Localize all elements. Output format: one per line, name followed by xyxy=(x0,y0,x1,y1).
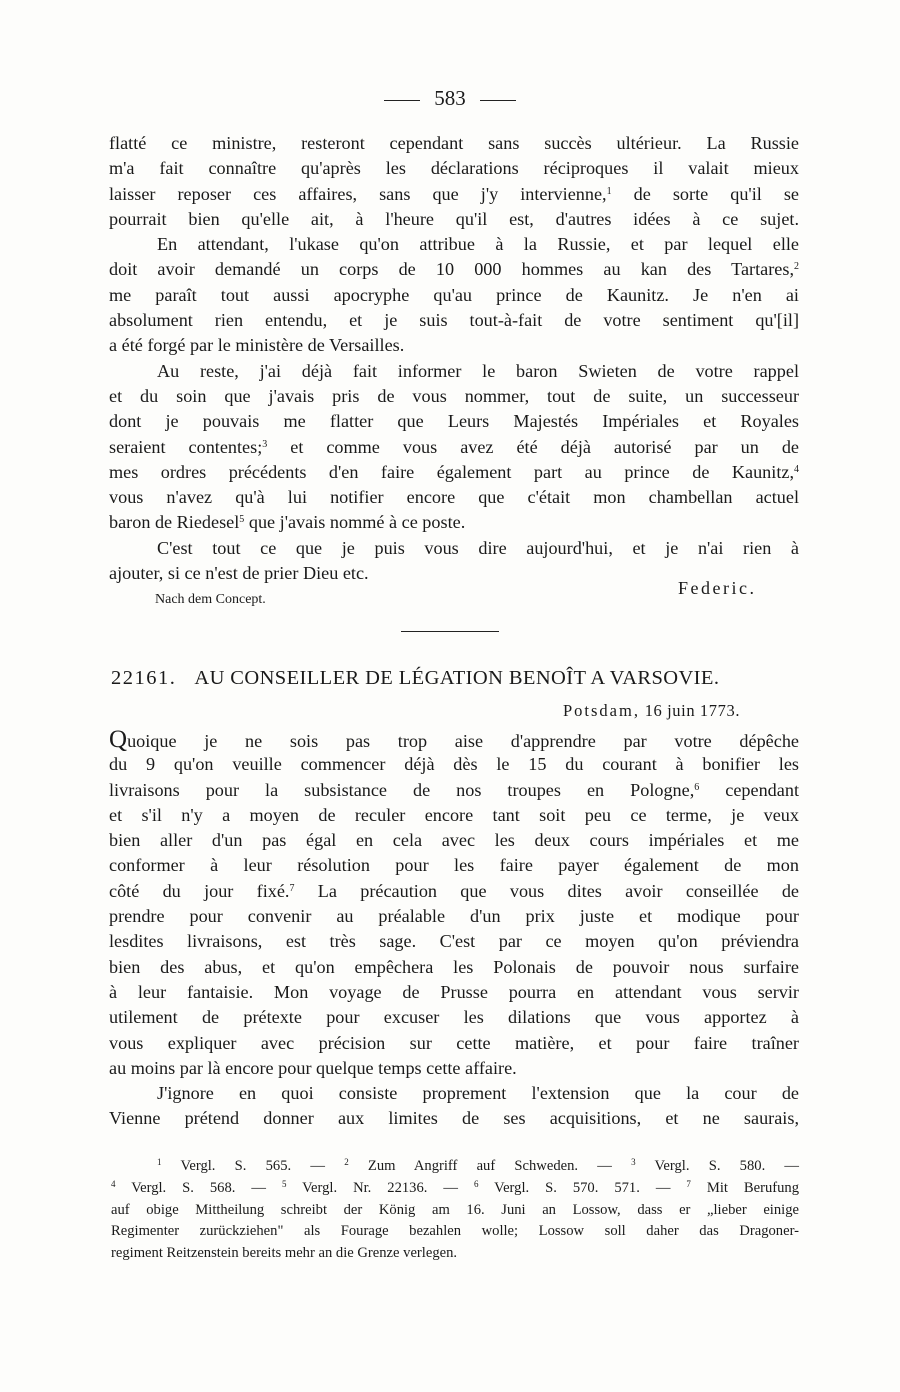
drop-cap: Q xyxy=(109,726,128,753)
footnote-ref: 4 xyxy=(794,463,799,475)
header-dash-left xyxy=(384,100,420,101)
text-line: livraisons pour la subsistance de nos troupes en Pologne,$^6$ cependant xyxy=(109,779,799,800)
text-line: ajouter, si ce n'est de prier Dieu etc. xyxy=(109,563,369,584)
text-line: doit avoir demandé un corps de 10 000 hommes au kan des Tartares,$^2$ xyxy=(109,259,799,280)
dateline-place: Potsdam, xyxy=(563,701,640,720)
text-line: En attendant, l'ukase qu'on attribue à la Russie, et par lequel elle xyxy=(157,234,799,255)
section-divider xyxy=(401,631,499,632)
text-line: C'est tout ce que je puis vous dire aujourd'hui, et je n'ai rien à xyxy=(157,537,799,558)
text-line: au moins par là encore pour quelque temps cette affaire. xyxy=(109,1057,517,1078)
text-line: dont je pouvais me flatter que Leurs Majestés Impériales et Royales xyxy=(109,411,799,432)
text-line: seraient contentes;$^3$ et comme vous avez été déjà autorisé par un de xyxy=(109,436,800,457)
signature: Federic. xyxy=(678,578,757,598)
footnote-ref: 6 xyxy=(694,781,700,793)
text-line: conformer à leur résolution pour les faire payer également de mon xyxy=(109,855,799,876)
footnote-line: $^4$ Vergl. S. 568. — $^5$ Vergl. Nr. 22136. — $^6$ Vergl. S. 570. 571. — $^7$ Mit Berufung xyxy=(111,1178,800,1196)
text-line: m'a fait connaître qu'après les déclarations réciproques il valait mieux xyxy=(109,158,799,179)
letter-continuation xyxy=(109,131,799,586)
text-line: a été forgé par le ministère de Versailles. xyxy=(109,335,405,356)
text-line: flatté ce ministre, resteront cependant sans succès ultérieur. La Russie xyxy=(109,133,799,153)
text-line: mes ordres précédents d'en faire également part au prince de Kaunitz,$^4$ xyxy=(109,461,799,482)
text-line: me paraît tout aussi apocryphe qu'au prince de Kaunitz. Je n'en ai xyxy=(109,284,799,305)
footnote-ref: 2 xyxy=(794,261,799,273)
footnote-ref: 5 xyxy=(239,514,245,526)
footnote-line: regiment Reitzenstein bereits mehr an die Grenze verlegen. xyxy=(111,1245,458,1262)
text-line: absolument rien entendu, et je suis tout-à-fait de votre sentiment qu'[il] xyxy=(109,310,799,331)
footnote-ref: 7 xyxy=(289,882,295,894)
text-line: du 9 qu'on veuille commencer déjà dès le 15 du courant à bonifier les xyxy=(109,754,799,775)
letter-body xyxy=(109,727,799,1132)
text-line: Quoique je ne sois pas trop aise d'apprendre par votre dépêche xyxy=(109,726,799,753)
dateline-date: 16 juin 1773. xyxy=(644,701,741,720)
footnotes xyxy=(111,1156,799,1265)
header-dash-right xyxy=(480,100,516,101)
text-line: bien des abus, et qu'on empêchera les Polonais de pouvoir nous surfaire xyxy=(109,956,799,977)
text-line: et du soin que j'avais pris de vous nommer, tout de suite, un successeur xyxy=(109,385,799,406)
text-line: à leur fantaisie. Mon voyage de Prusse pourra en attendant vous servir xyxy=(109,981,799,1002)
source-note: Nach dem Concept. xyxy=(155,592,266,607)
text-line: J'ignore en quoi consiste proprement l'extension que la cour de xyxy=(157,1083,799,1104)
text-line: et s'il n'y a moyen de reculer encore tant soit peu ce terme, je veux xyxy=(109,804,799,825)
footnote-line: auf obige Mittheilung schreibt der König am 16. Juni an Lossow, dass er „lieber einige xyxy=(111,1201,799,1218)
text-line: vous expliquer avec précision sur cette matière, et pour faire traîner xyxy=(109,1032,799,1053)
page-header xyxy=(0,86,900,111)
letter-title: AU CONSEILLER DE LÉGATION BENOÎT A VARSOVIE. xyxy=(194,667,720,689)
footnote-line: $^1$ Vergl. S. 565. — $^2$ Zum Angriff auf Schweden. — $^3$ Vergl. S. 580. — xyxy=(157,1157,800,1174)
dateline xyxy=(563,701,740,721)
text-line: vous n'avez qu'à lui notifier encore que c'était mon chambellan actuel xyxy=(109,487,799,508)
text-line: prendre pour convenir au préalable d'un prix juste et modique pour xyxy=(109,906,799,927)
letter-heading xyxy=(111,667,799,690)
footnote-line: Regimenter zurückziehen" als Fourage bezahlen wolle; Lossow soll daher das Dragoner- xyxy=(111,1223,799,1240)
text-line: utilement de prétexte pour excuser les dilations que vous apportez à xyxy=(109,1007,799,1028)
text-line: lesdites livraisons, est très sage. C'est par ce moyen qu'on préviendra xyxy=(109,931,799,952)
text-line: pourrait bien qu'elle ait, à l'heure qu'il est, d'autres idées à ce sujet. xyxy=(109,208,799,229)
footnote-ref: 3 xyxy=(262,438,268,450)
text-line: Vienne prétend donner aux limites de ses acquisitions, et ne saurais, xyxy=(109,1108,799,1129)
text-line: Au reste, j'ai déjà fait informer le baron Swieten de votre rappel xyxy=(157,360,799,381)
text-line: laisser reposer ces affaires, sans que j'y intervienne,$^1$ de sorte qu'il se xyxy=(109,183,800,204)
letter-number: 22161. xyxy=(111,667,177,689)
text-line: bien aller d'un pas égal en cela avec les deux cours impériales et me xyxy=(109,830,799,851)
text-line: côté du jour fixé.$^7$ La précaution que vous dites avoir conseillée de xyxy=(109,880,799,901)
text-line: baron de Riedesel$^5$ que j'avais nommé à ce poste. xyxy=(109,512,466,533)
page-number: 583 xyxy=(434,86,466,110)
footnote-ref: 1 xyxy=(606,185,612,197)
